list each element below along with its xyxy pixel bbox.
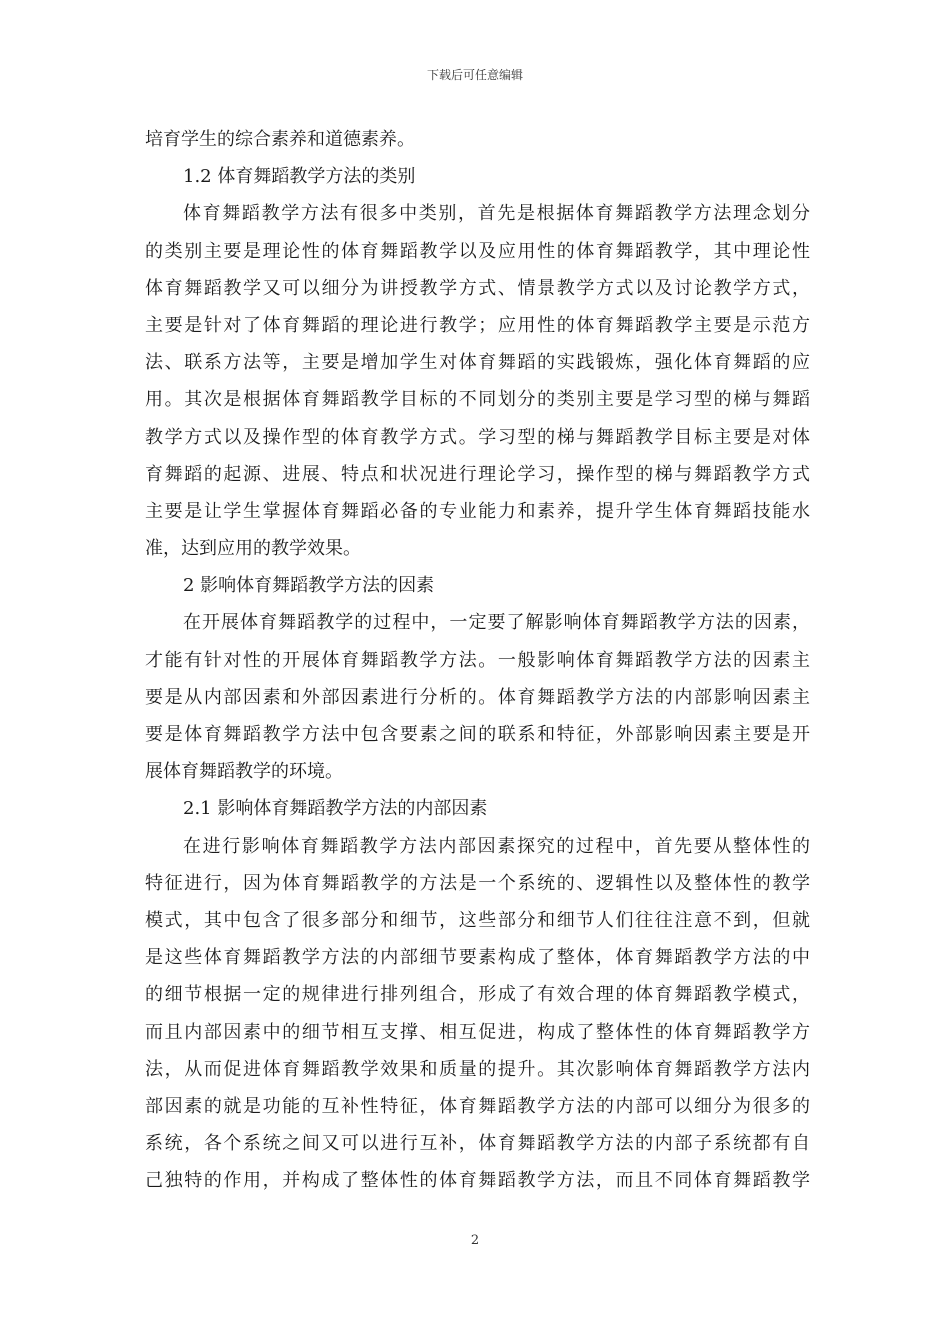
page-header: 下载后可任意编辑 <box>426 68 523 82</box>
text-line: 己独特的作用，并构成了整体性的体育舞蹈教学方法，而且不同体育舞蹈教学 <box>145 1170 810 1192</box>
text-line: 准，达到应用的教学效果。 <box>145 538 361 560</box>
text-line: 部因素的就是功能的互补性特征，体育舞蹈教学方法的内部可以细分为很多的 <box>145 1095 810 1117</box>
text-line: 2 影响体育舞蹈教学方法的因素 <box>183 575 435 597</box>
text-line: 用。其次是根据体育舞蹈教学目标的不同划分的类别主要是学习型的梯与舞蹈 <box>145 389 810 411</box>
text-line: 特征进行，因为体育舞蹈教学的方法是一个系统的、逻辑性以及整体性的教学 <box>145 872 810 894</box>
text-line: 在进行影响体育舞蹈教学方法内部因素探究的过程中，首先要从整体性的 <box>183 835 810 857</box>
text-line: 系统，各个系统之间又可以进行互补，体育舞蹈教学方法的内部子系统都有自 <box>145 1133 810 1155</box>
text-line: 法，从而促进体育舞蹈教学效果和质量的提升。其次影响体育舞蹈教学方法内 <box>145 1058 810 1080</box>
page-number: 2 <box>470 1233 480 1248</box>
text-line: 要是体育舞蹈教学方法中包含要素之间的联系和特征，外部影响因素主要是开 <box>145 724 810 745</box>
text-line: 而且内部因素中的细节相互支撑、相互促进，构成了整体性的体育舞蹈教学方 <box>145 1021 810 1043</box>
text-line: 主要是针对了体育舞蹈的理论进行教学；应用性的体育舞蹈教学主要是示范方 <box>145 314 810 336</box>
text-line: 的细节根据一定的规律进行排列组合，形成了有效合理的体育舞蹈教学模式， <box>145 984 810 1006</box>
text-line: 主要是让学生掌握体育舞蹈必备的专业能力和素养，提升学生体育舞蹈技能水 <box>145 500 810 522</box>
text-line: 体育舞蹈教学方法有很多中类别，首先是根据体育舞蹈教学方法理念划分 <box>183 203 810 225</box>
text-line: 教学方式以及操作型的体育教学方式。学习型的梯与舞蹈教学目标主要是对体 <box>145 426 810 448</box>
text-line: 培育学生的综合素养和道德素养。 <box>145 129 415 150</box>
text-line: 展体育舞蹈教学的环境。 <box>145 761 343 783</box>
text-line: 模式，其中包含了很多部分和细节，这些部分和细节人们往往注意不到，但就 <box>145 909 810 931</box>
text-line: 法、联系方法等，主要是增加学生对体育舞蹈的实践锻炼，强化体育舞蹈的应 <box>145 352 810 374</box>
text-line: 1.2 体育舞蹈教学方法的类别 <box>183 166 416 188</box>
text-line: 的类别主要是理论性的体育舞蹈教学以及应用性的体育舞蹈教学，其中理论性 <box>145 240 810 262</box>
text-line: 体育舞蹈教学又可以细分为讲授教学方式、情景教学方式以及讨论教学方式， <box>145 277 810 299</box>
text-line: 是这些体育舞蹈教学方法的内部细节要素构成了整体，体育舞蹈教学方法的中 <box>145 947 810 969</box>
text-line: 育舞蹈的起源、进展、特点和状况进行理论学习，操作型的梯与舞蹈教学方式 <box>145 463 810 485</box>
text-line: 才能有针对性的开展体育舞蹈教学方法。一般影响体育舞蹈教学方法的因素主 <box>145 649 810 671</box>
document-body <box>145 121 810 1199</box>
text-line: 在开展体育舞蹈教学的过程中，一定要了解影响体育舞蹈教学方法的因素， <box>183 612 810 634</box>
text-line: 要是从内部因素和外部因素进行分析的。体育舞蹈教学方法的内部影响因素主 <box>145 686 810 708</box>
text-line: 2.1 影响体育舞蹈教学方法的内部因素 <box>183 798 488 820</box>
